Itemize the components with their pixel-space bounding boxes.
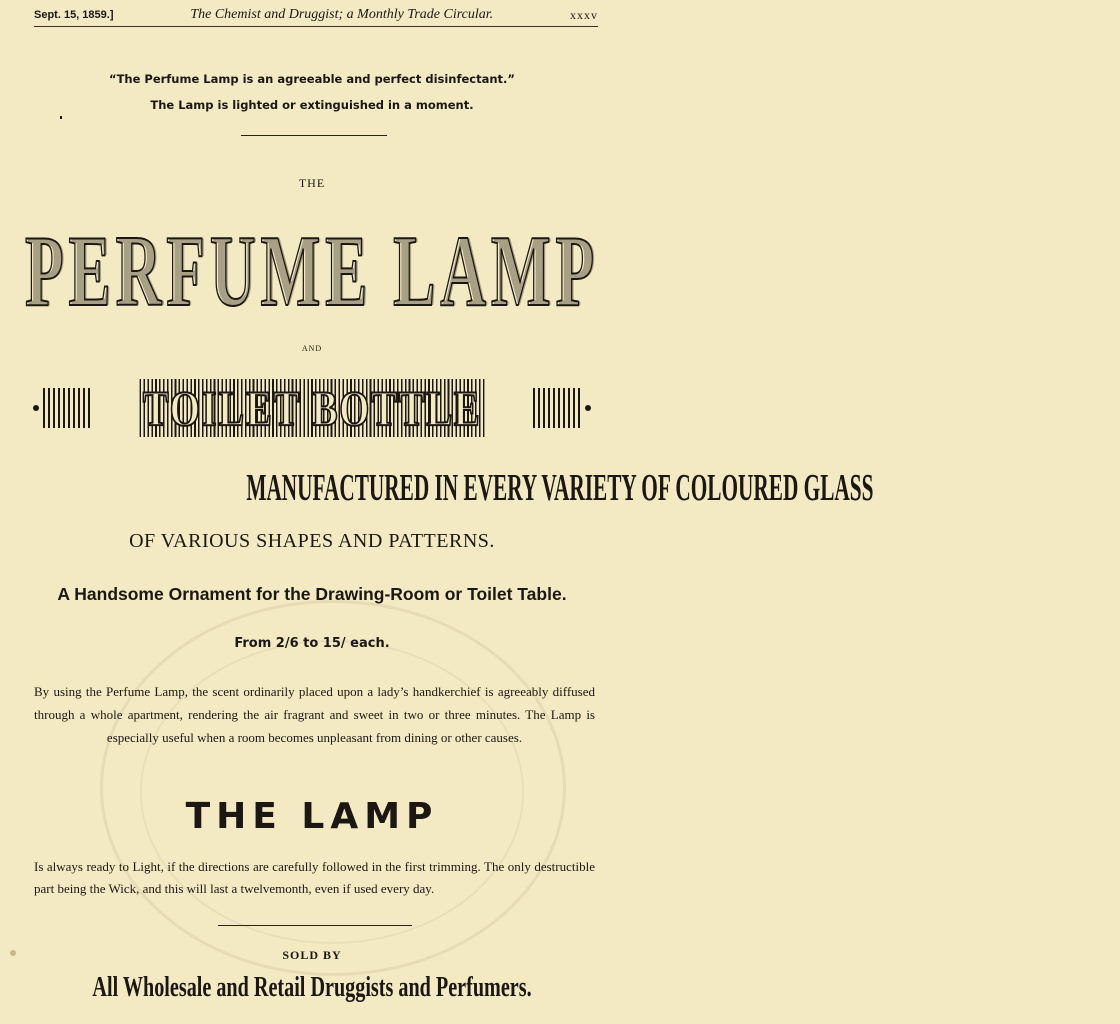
ink-speck xyxy=(60,116,62,119)
price-line: From 2/6 to 15/ each. xyxy=(234,636,390,651)
toilet-bottle-title xyxy=(0,378,624,438)
manufactured-text: MANUFACTURED IN EVERY VARIETY OF COLOURED GLASS xyxy=(246,467,874,509)
divider-rule-bottom xyxy=(218,925,412,926)
header-date: Sept. 15, 1859.] xyxy=(34,9,114,21)
shapes-line: OF VARIOUS SHAPES AND PATTERNS. xyxy=(129,530,495,552)
description-paragraph: By using the Perfume Lamp, the scent ordinarily placed upon a lady’s handkerchief is agreeably diffused through a whole apartment, rendering the air fragrant and sweet in two or three minutes. The Lamp is especially useful when a room becomes unpleasant from dining or other causes. xyxy=(34,684,595,745)
perfume-lamp-title-text: PERFUME LAMP xyxy=(24,214,600,328)
sold-by-label: SOLD BY xyxy=(282,948,342,962)
ornament-dot-left xyxy=(33,405,39,411)
disinfectant-quote: “The Perfume Lamp is an agreeable and perfect disinfectant.” xyxy=(109,72,515,86)
toilet-bottle-band xyxy=(29,379,595,437)
and-label: AND xyxy=(301,344,323,353)
divider-rule-top xyxy=(241,135,387,136)
perfume-lamp-title xyxy=(0,212,624,330)
manufactured-line xyxy=(0,466,874,510)
header-title: The Chemist and Druggist; a Monthly Trade Circular. xyxy=(190,7,494,22)
ornament-bars-left xyxy=(43,388,91,428)
ornament-dot-right xyxy=(585,405,591,411)
ornament-bars-right xyxy=(533,388,581,428)
the-lamp-heading: THE LAMP xyxy=(185,796,439,837)
lighting-tagline: The Lamp is lighted or extinguished in a moment. xyxy=(150,98,474,112)
header-page-number: xxxv xyxy=(569,7,598,22)
running-header xyxy=(34,4,598,27)
sellers-line xyxy=(0,972,624,1012)
sellers-text: All Wholesale and Retail Druggists and Perfumers. xyxy=(92,972,532,1003)
the-label: THE xyxy=(298,176,326,190)
ornament-line: A Handsome Ornament for the Drawing-Room or Toilet Table. xyxy=(57,584,567,604)
lamp-paragraph: Is always ready to Light, if the directions are carefully followed in the first trimming. The only destructible part being the Wick, and this will last a twelvemonth, even if used every day. xyxy=(34,859,595,896)
toilet-bottle-title-text: TOILET BOTTLE xyxy=(140,379,485,437)
